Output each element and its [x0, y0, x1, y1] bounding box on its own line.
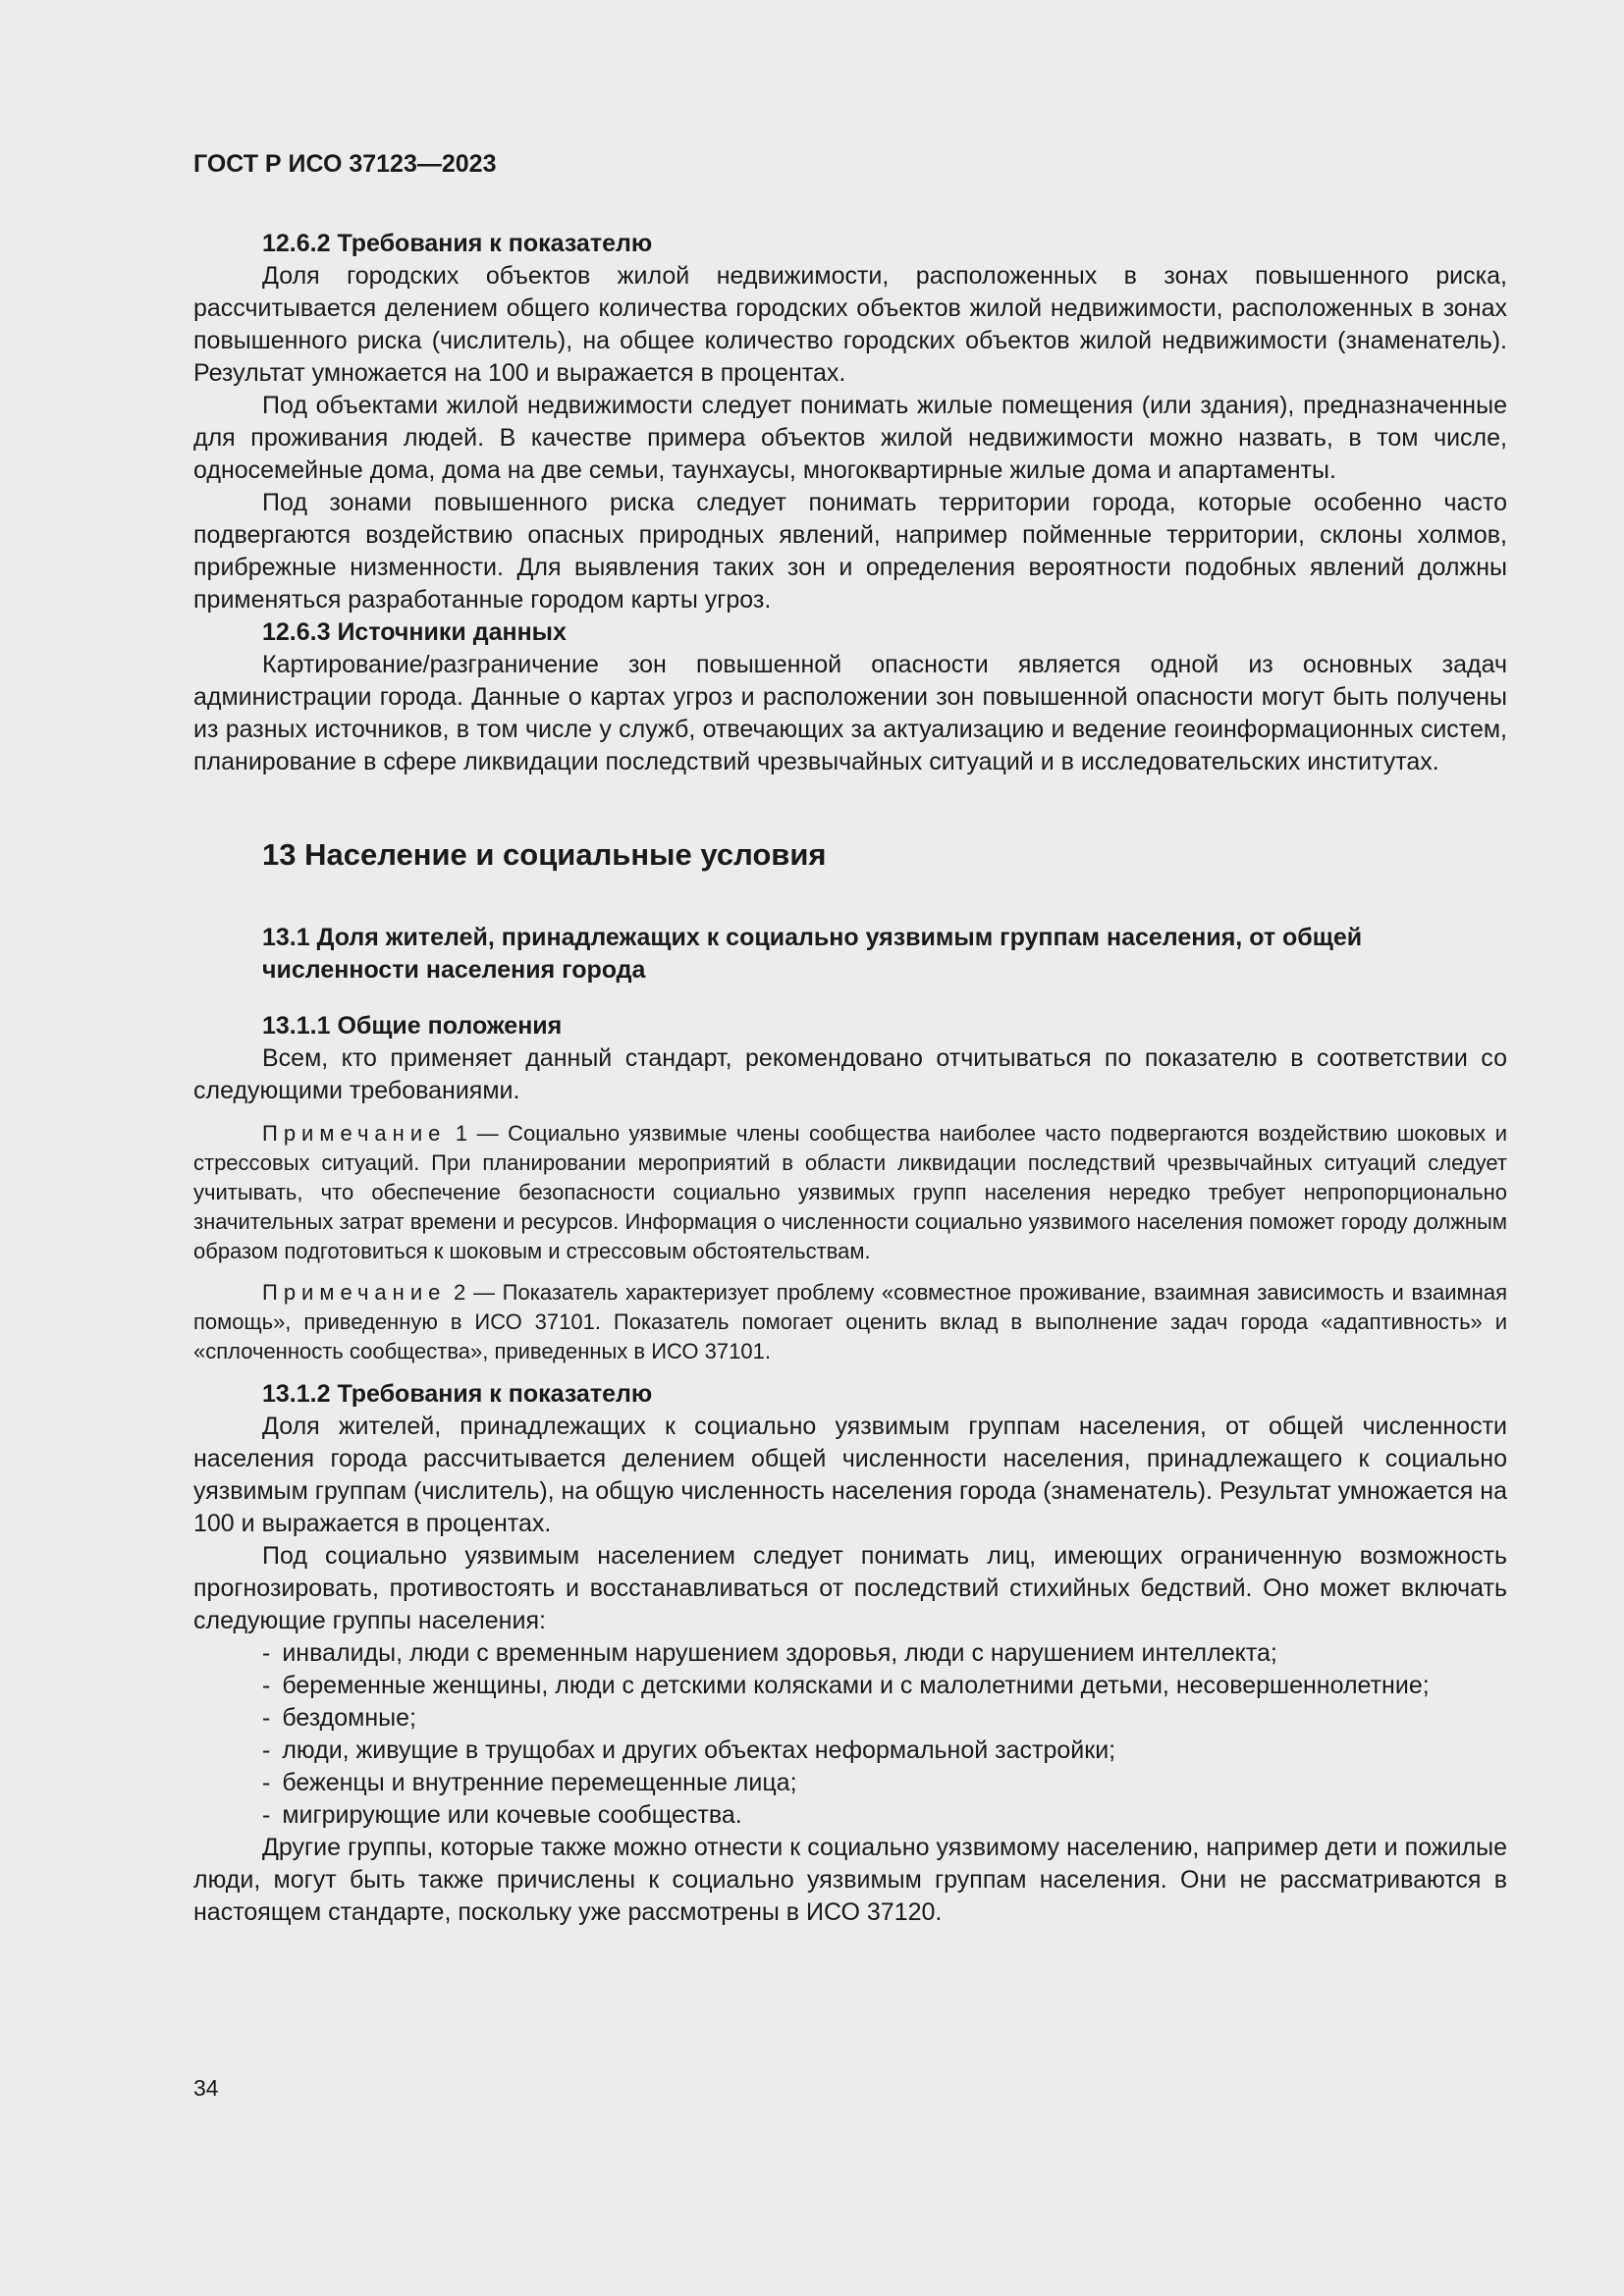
note-2	[193, 1278, 1507, 1366]
section-13-title: 13 Население и социальные условия	[262, 837, 827, 872]
list-item: - люди, живущие в трущобах и других объектах неформальной застройки;	[262, 1736, 1116, 1764]
paragraph-13-1-2-3: Другие группы, которые также можно отнести к социально уязвимому населению, например дети и пожилые люди, могут быть также причислены к социально уязвимым группам населения. Они не рассматриваются в настоящем стандарте, поскольку уже рассмотрены в ИСО 37120.	[193, 1834, 1507, 1926]
paragraph-12-6-2-2: Под объектами жилой недвижимости следует понимать жилые помещения (или здания), предназначенные для проживания людей. В качестве примера объектов жилой недвижимости можно назвать, в том числе, односемейные дома, дома на две семьи, таунхаусы, многоквартирные жилые дома и апартаменты.	[193, 392, 1507, 484]
page-number: 34	[193, 2075, 219, 2101]
paragraph-12-6-2-1: Доля городских объектов жилой недвижимости, расположенных в зонах повышенного риска, рассчитывается делением общего количества городских объектов жилой недвижимости, расположенных в зонах повышенного риска (числитель), на общее количество городских объектов жилой недвижимости (знаменатель). Результат умножается на 100 и выражается в процентах.	[193, 262, 1507, 387]
heading-13-1: 13.1 Доля жителей, принадлежащих к социально уязвимым группам населения, от общей численности населения города	[262, 924, 1363, 984]
note-2-label: Примечание	[262, 1280, 447, 1305]
note-1-text: 1 — Социально уязвимые члены сообщества наиболее часто подвергаются воздействию шоковых и стрессовых ситуаций. При планировании мероприятий в области ликвидации последствий чрезвычайных ситуаций следует учитывать, что обеспечение безопасности социально уязвимых групп населения нередко требует непропорционально значительных затрат времени и ресурсов. Информация о численности социально уязвимого населения поможет городу должным образом подготовиться к шоковым и стрессовым обстоятельствам.	[193, 1121, 1507, 1263]
list-item: - мигрирующие или кочевые сообщества.	[262, 1801, 742, 1829]
heading-12-6-2: 12.6.2 Требования к показателю	[262, 230, 653, 257]
document-page	[193, 147, 1507, 1929]
document-code-header: ГОСТ Р ИСО 37123—2023	[193, 150, 497, 178]
heading-13-1-2: 13.1.2 Требования к показателю	[262, 1380, 653, 1408]
heading-12-6-3: 12.6.3 Источники данных	[262, 618, 567, 646]
list-item: - беженцы и внутренние перемещенные лица;	[262, 1769, 797, 1796]
heading-13-1-1: 13.1.1 Общие положения	[262, 1012, 563, 1040]
list-item: - инвалиды, люди с временным нарушением здоровья, люди с нарушением интеллекта;	[262, 1639, 1277, 1667]
list-item: - бездомные;	[262, 1704, 416, 1732]
paragraph-12-6-3-1: Картирование/разграничение зон повышенной опасности является одной из основных задач администрации города. Данные о картах угроз и расположении зон повышенной опасности могут быть получены из разных источников, в том числе у служб, отвечающих за актуализацию и ведение геоинформационных систем, планирование в сфере ликвидации последствий чрезвычайных ситуаций и в исследовательских институтах.	[193, 651, 1507, 775]
vulnerable-groups-list	[193, 1637, 1507, 1832]
note-1-label: Примечание	[262, 1121, 447, 1146]
paragraph-13-1-2-1: Доля жителей, принадлежащих к социально уязвимым группам населения, от общей численности населения города рассчитывается делением общей численности населения, принадлежащего к социально уязвимым группам (числитель), на общую численность населения города (знаменатель). Результат умножается на 100 и выражается в процентах.	[193, 1413, 1507, 1537]
paragraph-13-1-1-1: Всем, кто применяет данный стандарт, рекомендовано отчитываться по показателю в соответствии со следующими требованиями.	[193, 1044, 1507, 1104]
note-1	[193, 1119, 1507, 1266]
list-item: - беременные женщины, люди с детскими колясками и с малолетними детьми, несовершеннолетние;	[262, 1672, 1430, 1699]
paragraph-12-6-2-3: Под зонами повышенного риска следует понимать территории города, которые особенно часто подвергаются воздействию опасных природных явлений, например пойменные территории, склоны холмов, прибрежные низменности. Для выявления таких зон и определения вероятности подобных явлений должны применяться разработанные городом карты угроз.	[193, 489, 1507, 614]
paragraph-13-1-2-2: Под социально уязвимым населением следует понимать лиц, имеющих ограниченную возможность прогнозировать, противостоять и восстанавливаться от последствий стихийных бедствий. Оно может включать следующие группы населения:	[193, 1542, 1507, 1634]
note-2-text: 2 — Показатель характеризует проблему «совместное проживание, взаимная зависимость и взаимная помощь», приведенную в ИСО 37101. Показатель помогает оценить вклад в выполнение задач города «адаптивность» и «сплоченность сообщества», приведенных в ИСО 37101.	[193, 1280, 1507, 1363]
